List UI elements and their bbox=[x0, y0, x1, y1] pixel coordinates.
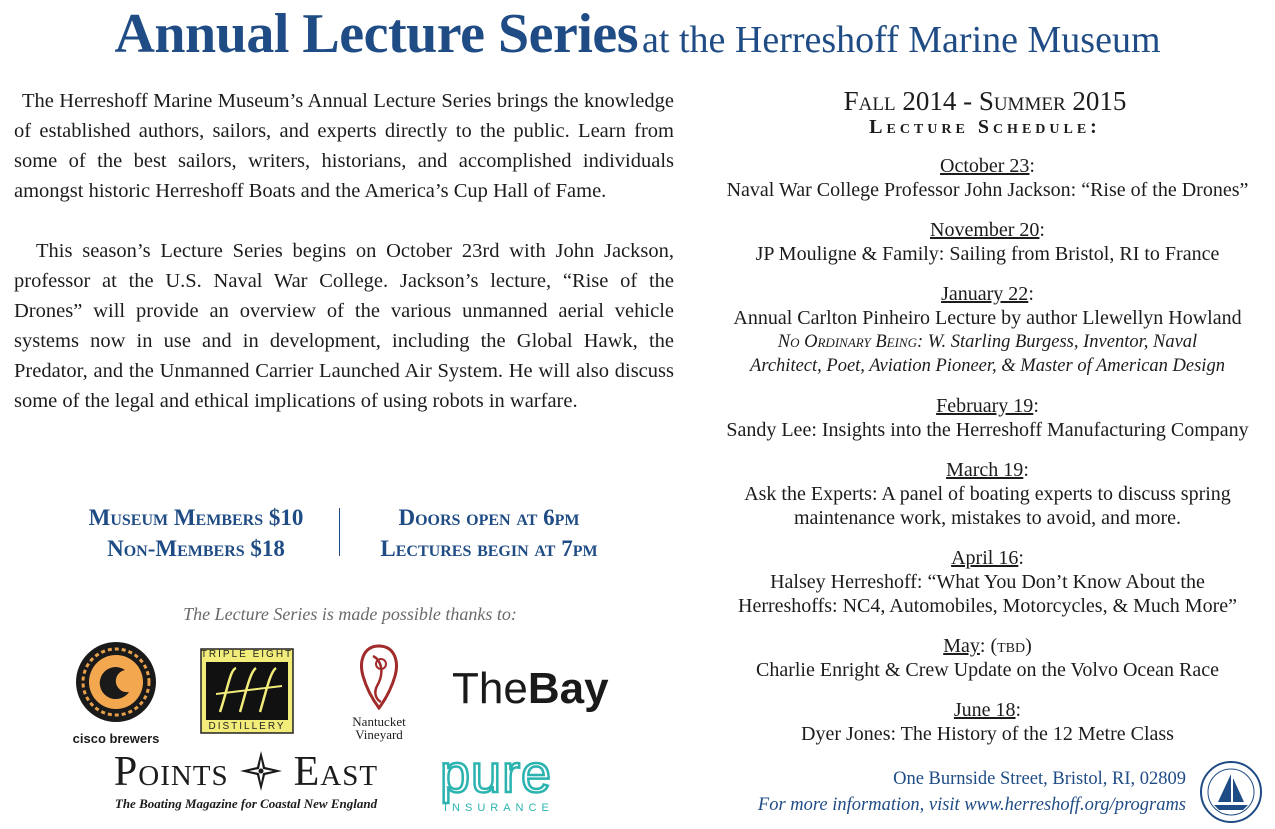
schedule-date-line: May: (tbd) bbox=[943, 635, 1032, 657]
book-title-line bbox=[700, 330, 1275, 354]
schedule-date-line: November 20: bbox=[930, 219, 1045, 241]
schedule-item bbox=[700, 634, 1275, 682]
schedule-date: June 18 bbox=[953, 699, 1016, 721]
museum-seal-logo bbox=[1198, 760, 1268, 824]
schedule-item bbox=[700, 698, 1275, 746]
schedule-description: maintenance work, mistakes to avoid, and more. bbox=[793, 507, 1182, 529]
more-info: For more information, visit www.herreshoff.org/programs bbox=[757, 795, 1186, 815]
sailboat-seal-icon bbox=[1198, 760, 1264, 824]
intro-paragraph-1: The Herreshoff Marine Museum’s Annual Lecture Series brings the knowledge of established authors, sailors, and experts directly to the public. Learn from some of the best sailors, writers, historians, and accomplished individuals amongst historic Herreshoff Boats and the America’s Cup Hall of Fame. bbox=[14, 90, 674, 202]
schedule-date: October 23 bbox=[940, 155, 1030, 177]
schedule-description: Halsey Herreshoff: “What You Don’t Know About the bbox=[770, 571, 1205, 593]
pricing-block bbox=[60, 502, 660, 562]
schedule-date: May bbox=[943, 635, 980, 657]
schedule-header bbox=[700, 86, 1270, 138]
schedule-date: February 19 bbox=[936, 395, 1034, 417]
cisco-label: cisco brewers bbox=[72, 731, 160, 746]
lecture-time: Lectures begin at 7pm bbox=[380, 536, 598, 561]
book-subtitle: : W. Starling Burgess, Inventor, Naval bbox=[916, 332, 1198, 352]
intro-text bbox=[14, 86, 674, 416]
schedule-note: (tbd) bbox=[990, 635, 1032, 657]
schedule-date-line: January 22: bbox=[941, 283, 1034, 305]
schedule-date: April 16 bbox=[951, 547, 1019, 569]
schedule-item bbox=[700, 546, 1275, 618]
triple-eight-logo bbox=[200, 648, 294, 734]
points-east-logo bbox=[100, 748, 392, 818]
schedule-description: Dyer Jones: The History of the 12 Metre Class bbox=[801, 723, 1174, 745]
price-members: Museum Members $10 bbox=[88, 505, 304, 530]
footer bbox=[690, 766, 1186, 818]
pure-wordmark: pure bbox=[440, 744, 553, 804]
book-subtitle-line: Architect, Poet, Aviation Pioneer, & Master of American Design bbox=[750, 356, 1225, 376]
schedule-item bbox=[700, 458, 1275, 530]
schedule-description: Charlie Enright & Crew Update on the Volvo Ocean Race bbox=[755, 659, 1220, 681]
schedule-date: March 19 bbox=[946, 459, 1024, 481]
compass-rose-icon bbox=[240, 751, 282, 791]
triple-eight-bottom-text: DISTILLERY bbox=[208, 721, 286, 732]
schedule-item bbox=[700, 154, 1275, 202]
schedule-item bbox=[700, 218, 1275, 266]
schedule-description: Annual Carlton Pinheiro Lecture by author Llewellyn Howland bbox=[733, 307, 1242, 329]
schedule-date-line: October 23: bbox=[940, 155, 1035, 177]
schedule-date: November 20 bbox=[930, 219, 1040, 241]
points-east-wordmark bbox=[100, 748, 392, 796]
page-title bbox=[0, 2, 1275, 66]
thebay-light-text: The bbox=[452, 664, 528, 713]
points-east-tagline: The Boating Magazine for Coastal New England bbox=[114, 796, 378, 811]
cisco-seal-icon bbox=[73, 640, 159, 724]
title-main: Annual Lecture Series bbox=[114, 3, 639, 65]
schedule-description: Sandy Lee: Insights into the Herreshoff Manufacturing Company bbox=[726, 419, 1249, 441]
schedule-description: Ask the Experts: A panel of boating experts to discuss spring bbox=[744, 483, 1231, 505]
nantucket-label-2: Vineyard bbox=[355, 727, 403, 742]
pure-insurance-logo bbox=[440, 744, 590, 816]
cisco-brewers-logo bbox=[66, 640, 166, 746]
title-subtitle: at the Herreshoff Marine Museum bbox=[642, 19, 1161, 61]
nantucket-emblem-icon bbox=[351, 642, 407, 710]
triple-eight-top-text: TRIPLE EIGHT bbox=[200, 649, 294, 660]
book-title: No Ordinary Being bbox=[777, 332, 917, 352]
address: One Burnside Street, Bristol, RI, 02809 bbox=[893, 769, 1186, 789]
times-column bbox=[344, 502, 634, 564]
schedule-date: January 22 bbox=[941, 283, 1029, 305]
thebay-bold-text: Bay bbox=[527, 664, 609, 713]
schedule-title: Lecture Schedule: bbox=[869, 116, 1101, 138]
schedule-item bbox=[700, 282, 1275, 378]
schedule-date-line: June 18: bbox=[953, 699, 1022, 721]
schedule-date-line: February 19: bbox=[936, 395, 1039, 417]
intro-paragraph-2: This season’s Lecture Series begins on October 23rd with John Jackson, professor at the U.S. Naval War College. Jackson’s lecture, “Rise of the Drones” will provide an overview of the various unmanned aerial vehicle systems now in use and in development, including the Global Hawk, the Predator, and the Unmanned Carrier Launched Air System. He will also discuss some of the legal and ethical implications of using robots in warfare. bbox=[14, 240, 674, 412]
schedule-item bbox=[700, 394, 1275, 442]
nantucket-vineyard-logo bbox=[336, 642, 422, 742]
price-non-members: Non-Members $18 bbox=[107, 536, 285, 561]
season-label: Fall 2014 - Summer 2015 bbox=[843, 86, 1127, 116]
thebay-logo bbox=[452, 664, 609, 714]
points-east-word-1: Points bbox=[113, 749, 229, 795]
pricing-divider bbox=[339, 508, 340, 556]
schedule-description: Naval War College Professor John Jackson: “Rise of the Drones” bbox=[726, 179, 1249, 201]
lecture-schedule bbox=[700, 154, 1275, 762]
schedule-description: JP Mouligne & Family: Sailing from Bristol, RI to France bbox=[755, 243, 1220, 265]
pure-sub-text: INSURANCE bbox=[444, 802, 554, 814]
points-east-word-2: East bbox=[293, 749, 379, 795]
sponsors-thanks: The Lecture Series is made possible thanks to: bbox=[183, 604, 517, 624]
pricing-column bbox=[60, 502, 332, 564]
schedule-date-line: April 16: bbox=[951, 547, 1024, 569]
schedule-date-line: March 19: bbox=[946, 459, 1029, 481]
schedule-description: Herreshoffs: NC4, Automobiles, Motorcycles, & Much More” bbox=[738, 595, 1237, 617]
nantucket-label-1: Nantucket bbox=[352, 714, 406, 729]
doors-time: Doors open at 6pm bbox=[398, 505, 580, 530]
